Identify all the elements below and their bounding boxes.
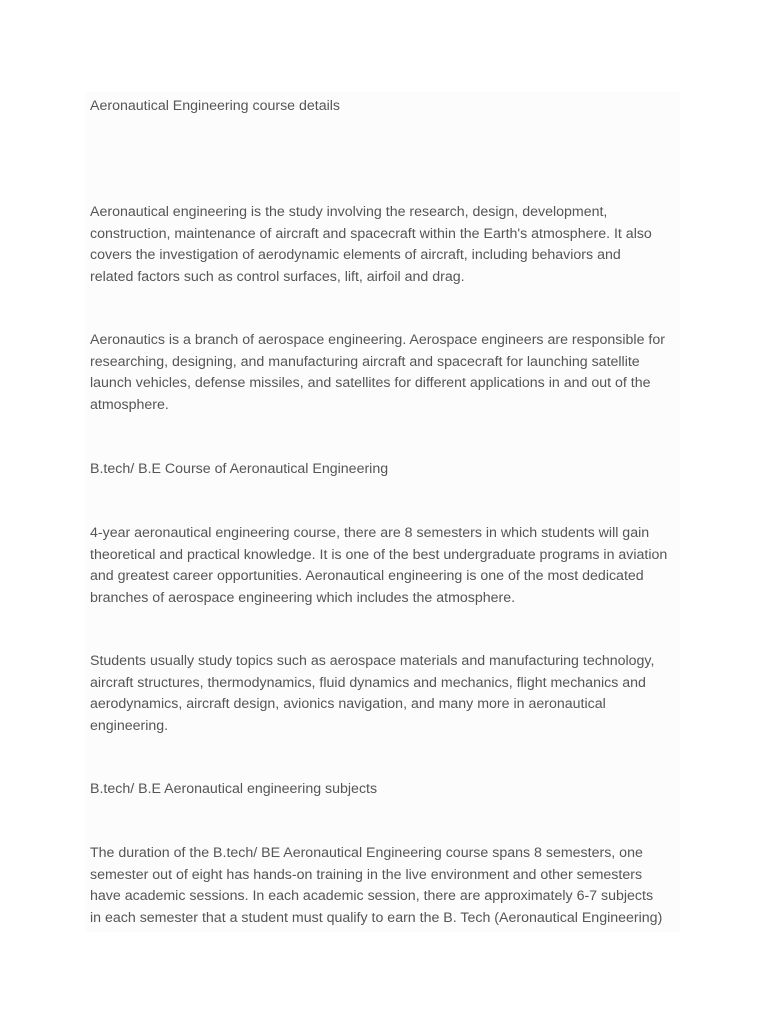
paragraph-line: atmosphere. <box>90 396 169 413</box>
paragraph-line: researching, designing, and manufacturing aircraft and spacecraft for launching satellite <box>90 353 640 370</box>
paragraph-line: branches of aerospace engineering which includes the atmosphere. <box>90 589 516 606</box>
paragraph-aeronautical-engineering-definition <box>90 202 682 288</box>
paragraph-line: Aeronautical engineering is the study involving the research, design, development, <box>90 204 608 220</box>
paragraph-line: launch vehicles, defense missiles, and satellites for different applications in and out of the <box>90 375 651 391</box>
paragraph-line: in each semester that a student must qualify to earn the B. Tech (Aeronautical Engineering) <box>90 909 663 926</box>
paragraph-line: construction, maintenance of aircraft and spacecraft within the Earth's atmosphere. It also <box>90 225 652 242</box>
paragraph-line: 4-year aeronautical engineering course, there are 8 semesters in which students will gain <box>90 525 650 541</box>
paragraph-line: have academic sessions. In each academic session, there are approximately 6-7 subjects <box>90 888 654 904</box>
paragraph-study-topics <box>90 651 682 737</box>
document-page <box>86 92 680 932</box>
paragraph-line: aircraft structures, thermodynamics, fluid dynamics and mechanics, flight mechanics and <box>90 674 646 691</box>
paragraph-line: aerodynamics, aircraft design, avionics navigation, and many more in aeronautical <box>90 696 606 712</box>
paragraph-line: Students usually study topics such as aerospace materials and manufacturing technology, <box>90 653 655 669</box>
title-text: Aeronautical Engineering course details <box>90 98 341 114</box>
paragraph-line: and greatest career opportunities. Aeronautical engineering is one of the most dedicated <box>90 568 644 584</box>
heading-text: B.tech/ B.E Course of Aeronautical Engineering <box>90 461 389 477</box>
paragraph-aeronautics-branch <box>90 330 682 416</box>
document-title <box>90 96 682 118</box>
paragraph-course-duration <box>90 843 682 929</box>
paragraph-four-year-course <box>90 523 682 609</box>
paragraph-line: engineering. <box>90 717 169 734</box>
paragraph-line: theoretical and practical knowledge. It is one of the best undergraduate programs in aviation <box>90 546 668 563</box>
section-heading-btech-course <box>90 459 682 481</box>
paragraph-line: Aeronautics is a branch of aerospace engineering. Aerospace engineers are responsible for <box>90 332 665 348</box>
paragraph-line: semester out of eight has hands-on training in the live environment and other semesters <box>90 866 643 883</box>
paragraph-line: related factors such as control surfaces, lift, airfoil and drag. <box>90 268 465 285</box>
paragraph-line: The duration of the B.tech/ BE Aeronautical Engineering course spans 8 semesters, one <box>90 845 643 861</box>
paragraph-line: covers the investigation of aerodynamic elements of aircraft, including behaviors and <box>90 247 621 263</box>
heading-text: B.tech/ B.E Aeronautical engineering subjects <box>90 781 378 797</box>
section-heading-subjects <box>90 779 682 801</box>
